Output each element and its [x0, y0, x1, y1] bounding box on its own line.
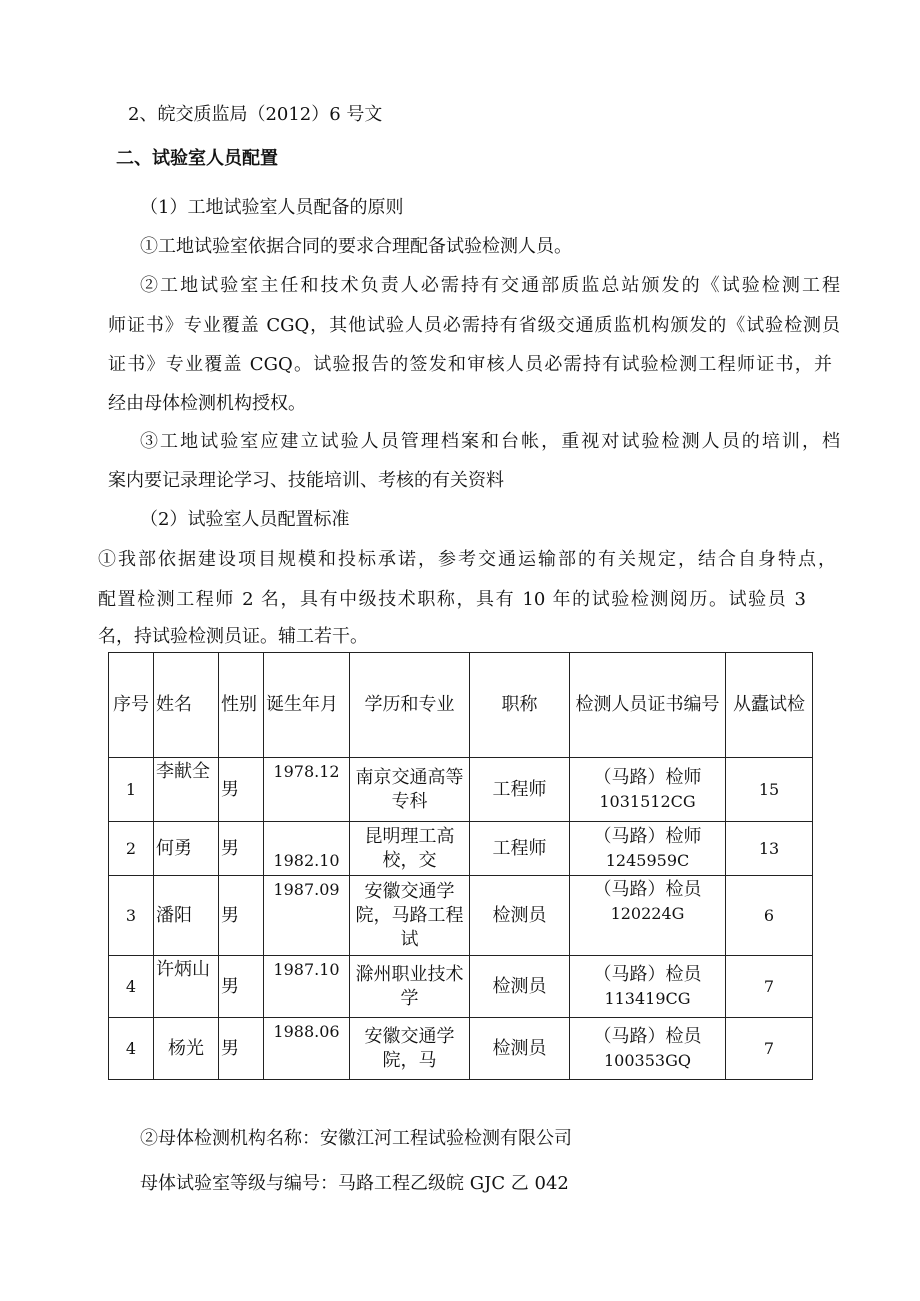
paragraph-2-line-2: 师证书》专业覆盖 CGQ，其他试验人员必需持有省级交通质监机构颁发的《试验检测员	[108, 315, 840, 336]
cell-cert-number: 100353GQ	[604, 1050, 691, 1070]
cell-cert-number: 113419CG	[604, 988, 691, 1008]
cell-birth: 1978.12	[264, 758, 350, 822]
header-birth: 诞生年月	[264, 653, 350, 758]
cell-years: 7	[726, 1018, 813, 1080]
paragraph-4-line-1: ①我部依据建设项目规模和投标承诺，参考交通运输部的有关规定，结合自身特点，	[98, 549, 836, 570]
cell-name: 杨光	[154, 1018, 219, 1080]
cell-name: 许炳山	[154, 956, 219, 1018]
cell-cert	[570, 956, 726, 1018]
header-education: 学历和专业	[350, 653, 470, 758]
mother-org-name: ②母体检测机构名称：安徽江河工程试验检测有限公司	[140, 1128, 572, 1149]
cell-cert-number: 1031512CG	[599, 791, 696, 811]
cell-cert-label: （马路）检师	[593, 766, 702, 788]
table-row	[109, 876, 813, 956]
cell-title: 检测员	[470, 1018, 570, 1080]
header-name: 姓名	[154, 653, 219, 758]
subsection-principles: （1）工地试验室人员配备的原则	[140, 197, 404, 218]
cell-education: 滁州职业技术学	[350, 956, 470, 1018]
cell-birth: 1987.09	[264, 876, 350, 956]
cell-birth: 1982.10	[264, 822, 350, 876]
cell-gender: 男	[219, 1018, 264, 1080]
header-title: 职称	[470, 653, 570, 758]
paragraph-2-line-3: 证书》专业覆盖 CGQ。试验报告的签发和审核人员必需持有试验检测工程师证书，并	[108, 354, 832, 375]
cell-education: 昆明理工高校，交	[350, 822, 470, 876]
cell-cert-number: 1245959C	[605, 850, 690, 870]
cell-title: 工程师	[470, 822, 570, 876]
cell-name: 潘阳	[154, 876, 219, 956]
header-no: 序号	[109, 653, 154, 758]
cell-title: 工程师	[470, 758, 570, 822]
paragraph-4-line-2: 配置检测工程师 2 名，具有中级技术职称，具有 10 年的试验检测阅历。试验员 3	[98, 589, 806, 610]
cell-education: 南京交通高等专科	[350, 758, 470, 822]
cell-no: 4	[109, 1018, 154, 1080]
cell-cert-number: 120224G	[610, 904, 685, 923]
cell-no: 2	[109, 822, 154, 876]
cell-birth: 1987.10	[264, 956, 350, 1018]
table-header-row	[109, 653, 813, 758]
subsection-standard: （2）试验室人员配置标准	[140, 509, 350, 530]
cell-no: 3	[109, 876, 154, 956]
cell-cert-label: （马路）检师	[593, 825, 702, 847]
header-cert: 检测人员证书编号	[570, 653, 726, 758]
cell-cert	[570, 758, 726, 822]
staff-table	[108, 652, 813, 1080]
cell-no: 4	[109, 956, 154, 1018]
table-row	[109, 758, 813, 822]
cell-years: 6	[726, 876, 813, 956]
header-years: 从蠹试检	[726, 653, 813, 758]
paragraph-3-line-2: 案内要记录理论学习、技能培训、考核的有关资料	[108, 470, 504, 491]
cell-cert-label: （马路）检员	[593, 879, 702, 900]
cell-education: 安徽交通学院，马	[350, 1018, 470, 1080]
cell-years: 15	[726, 758, 813, 822]
cell-no: 1	[109, 758, 154, 822]
cell-cert	[570, 1018, 726, 1080]
table-row	[109, 956, 813, 1018]
section-title: 二、试验室人员配置	[116, 148, 278, 169]
paragraph-2-line-1: ②工地试验室主任和技术负责人必需持有交通部质监总站颁发的《试验检测工程	[140, 275, 840, 296]
cell-title: 检测员	[470, 876, 570, 956]
cell-gender: 男	[219, 822, 264, 876]
cell-cert-label: （马路）检员	[593, 1025, 702, 1047]
cell-years: 13	[726, 822, 813, 876]
header-gender: 性别	[219, 653, 264, 758]
cell-cert	[570, 876, 726, 956]
table-row	[109, 822, 813, 876]
cell-title: 检测员	[470, 956, 570, 1018]
cell-cert	[570, 822, 726, 876]
paragraph-1: ①工地试验室依据合同的要求合理配备试验检测人员。	[140, 236, 572, 257]
mother-lab-grade: 母体试验室等级与编号：马路工程乙级皖 GJC 乙 042	[140, 1173, 569, 1194]
paragraph-2-line-4: 经由母体检测机构授权。	[108, 393, 306, 414]
cell-name: 何勇	[154, 822, 219, 876]
cell-education: 安徽交通学院，马路工程试	[350, 876, 470, 956]
paragraph-4-line-3: 名，持试验检测员证。辅工若干。	[98, 626, 368, 647]
cell-gender: 男	[219, 758, 264, 822]
cell-gender: 男	[219, 956, 264, 1018]
table-row	[109, 1018, 813, 1080]
cell-years: 7	[726, 956, 813, 1018]
reference-doc: 2、皖交质监局（2012）6 号文	[128, 104, 383, 125]
paragraph-3-line-1: ③工地试验室应建立试验人员管理档案和台帐，重视对试验检测人员的培训，档	[140, 431, 840, 452]
cell-gender: 男	[219, 876, 264, 956]
cell-birth: 1988.06	[264, 1018, 350, 1080]
cell-name: 李献全	[154, 758, 219, 822]
cell-cert-label: （马路）检员	[593, 963, 702, 985]
